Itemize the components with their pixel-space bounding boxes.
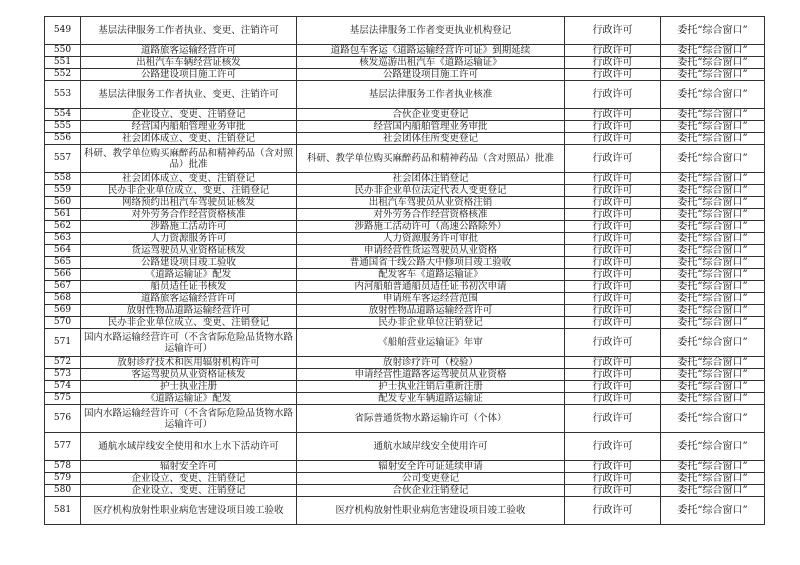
item-category: 行政许可	[565, 393, 661, 405]
table-row	[45, 357, 765, 369]
item-category: 行政许可	[565, 317, 661, 329]
document-page	[44, 16, 764, 525]
item-name: 客运驾驶员从业资格证核发	[81, 369, 297, 381]
item-name: 道路旅客运输经营许可	[81, 45, 297, 57]
handling-method: 委托“综合窗口”	[661, 461, 765, 473]
item-name: 《道路运输证》配发	[81, 393, 297, 405]
item-name: 社会团体成立、变更、注销登记	[81, 133, 297, 145]
handling-method: 委托“综合窗口”	[661, 497, 765, 525]
row-number: 573	[45, 369, 81, 381]
handling-method: 委托“综合窗口”	[661, 57, 765, 69]
row-number: 575	[45, 393, 81, 405]
item-name: 网络预约出租汽车驾驶员证核发	[81, 197, 297, 209]
handling-method: 委托“综合窗口”	[661, 245, 765, 257]
handling-method: 委托“综合窗口”	[661, 17, 765, 45]
permit-items-table	[44, 16, 765, 525]
handling-method: 委托“综合窗口”	[661, 473, 765, 485]
row-number: 554	[45, 109, 81, 121]
item-name: 辐射安全许可	[81, 461, 297, 473]
row-number: 552	[45, 69, 81, 81]
sub-item-name: 公路建设项目施工许可	[297, 69, 565, 81]
sub-item-name: 内河船舶普通船员适任证书初次申请	[297, 281, 565, 293]
sub-item-name: 基层法律服务工作者执业核准	[297, 81, 565, 109]
item-category: 行政许可	[565, 245, 661, 257]
handling-method: 委托“综合窗口”	[661, 209, 765, 221]
table-row	[45, 17, 765, 45]
row-number: 561	[45, 209, 81, 221]
row-number: 559	[45, 185, 81, 197]
item-category: 行政许可	[565, 357, 661, 369]
item-name: 对外劳务合作经营资格核准	[81, 209, 297, 221]
row-number: 568	[45, 293, 81, 305]
item-category: 行政许可	[565, 485, 661, 497]
sub-item-name: 配发专业车辆道路运输证	[297, 393, 565, 405]
sub-item-name: 人力资源服务许可审批	[297, 233, 565, 245]
sub-item-name: 社会团体注销登记	[297, 173, 565, 185]
handling-method: 委托“综合窗口”	[661, 381, 765, 393]
sub-item-name: 配发客车《道路运输证》	[297, 269, 565, 281]
sub-item-name: 核发巡游出租汽车《道路运输证》	[297, 57, 565, 69]
row-number: 576	[45, 405, 81, 433]
table-row	[45, 69, 765, 81]
table-row	[45, 393, 765, 405]
table-row	[45, 121, 765, 133]
row-number: 569	[45, 305, 81, 317]
item-category: 行政许可	[565, 17, 661, 45]
handling-method: 委托“综合窗口”	[661, 405, 765, 433]
item-category: 行政许可	[565, 173, 661, 185]
row-number: 562	[45, 221, 81, 233]
sub-item-name: 普通国省干线公路大中修项目竣工验收	[297, 257, 565, 269]
sub-item-name: 基层法律服务工作者变更执业机构登记	[297, 17, 565, 45]
handling-method: 委托“综合窗口”	[661, 293, 765, 305]
item-name: 民办非企业单位成立、变更、注销登记	[81, 185, 297, 197]
row-number: 564	[45, 245, 81, 257]
sub-item-name: 申请经营性道路客运驾驶员从业资格	[297, 369, 565, 381]
handling-method: 委托“综合窗口”	[661, 281, 765, 293]
item-name: 企业设立、变更、注销登记	[81, 485, 297, 497]
table-row	[45, 305, 765, 317]
sub-item-name: 放射诊疗许可（校验）	[297, 357, 565, 369]
table-row	[45, 257, 765, 269]
handling-method: 委托“综合窗口”	[661, 69, 765, 81]
handling-method: 委托“综合窗口”	[661, 485, 765, 497]
item-category: 行政许可	[565, 369, 661, 381]
table-row	[45, 293, 765, 305]
item-category: 行政许可	[565, 185, 661, 197]
item-name: 国内水路运输经营许可（不含省际危险品货物水路运输许可）	[81, 405, 297, 433]
handling-method: 委托“综合窗口”	[661, 433, 765, 461]
item-name: 基层法律服务工作者执业、变更、注销许可	[81, 17, 297, 45]
handling-method: 委托“综合窗口”	[661, 173, 765, 185]
item-category: 行政许可	[565, 45, 661, 57]
table-row	[45, 109, 765, 121]
item-name: 公路建设项目施工许可	[81, 69, 297, 81]
handling-method: 委托“综合窗口”	[661, 109, 765, 121]
item-name: 企业设立、变更、注销登记	[81, 109, 297, 121]
sub-item-name: 省际普通货物水路运输许可（个体）	[297, 405, 565, 433]
handling-method: 委托“综合窗口”	[661, 233, 765, 245]
table-row	[45, 45, 765, 57]
item-category: 行政许可	[565, 405, 661, 433]
sub-item-name: 对外劳务合作经营资格核准	[297, 209, 565, 221]
table-row	[45, 133, 765, 145]
sub-item-name: 社会团体住所变更登记	[297, 133, 565, 145]
table-row	[45, 485, 765, 497]
row-number: 579	[45, 473, 81, 485]
item-category: 行政许可	[565, 221, 661, 233]
item-category: 行政许可	[565, 473, 661, 485]
sub-item-name: 民办非企业单位注销登记	[297, 317, 565, 329]
handling-method: 委托“综合窗口”	[661, 197, 765, 209]
row-number: 551	[45, 57, 81, 69]
table-row	[45, 405, 765, 433]
row-number: 549	[45, 17, 81, 45]
table-row	[45, 245, 765, 257]
item-name: 医疗机构放射性职业病危害建设项目竣工验收	[81, 497, 297, 525]
row-number: 563	[45, 233, 81, 245]
sub-item-name: 合伙企业变更登记	[297, 109, 565, 121]
table-row	[45, 473, 765, 485]
item-category: 行政许可	[565, 381, 661, 393]
handling-method: 委托“综合窗口”	[661, 145, 765, 173]
table-row	[45, 185, 765, 197]
row-number: 553	[45, 81, 81, 109]
item-category: 行政许可	[565, 461, 661, 473]
table-body	[45, 17, 765, 525]
table-row	[45, 381, 765, 393]
item-name: 出租汽车车辆经营证核发	[81, 57, 297, 69]
row-number: 555	[45, 121, 81, 133]
handling-method: 委托“综合窗口”	[661, 185, 765, 197]
sub-item-name: 申请经营性货运驾驶员从业资格	[297, 245, 565, 257]
sub-item-name: 合伙企业注销登记	[297, 485, 565, 497]
row-number: 572	[45, 357, 81, 369]
row-number: 570	[45, 317, 81, 329]
row-number: 565	[45, 257, 81, 269]
item-category: 行政许可	[565, 281, 661, 293]
item-name: 《道路运输证》配发	[81, 269, 297, 281]
sub-item-name: 放射性物品道路运输经营许可	[297, 305, 565, 317]
table-row	[45, 461, 765, 473]
item-name: 放射性物品道路运输经营许可	[81, 305, 297, 317]
table-row	[45, 329, 765, 357]
sub-item-name: 护士执业注销后重新注册	[297, 381, 565, 393]
item-name: 经营国内船舶管理业务审批	[81, 121, 297, 133]
handling-method: 委托“综合窗口”	[661, 121, 765, 133]
sub-item-name: 医疗机构放射性职业病危害建设项目竣工验收	[297, 497, 565, 525]
row-number: 550	[45, 45, 81, 57]
sub-item-name: 《船舶营业运输证》年审	[297, 329, 565, 357]
item-category: 行政许可	[565, 433, 661, 461]
sub-item-name: 申请班车客运经营范围	[297, 293, 565, 305]
item-name: 社会团体成立、变更、注销登记	[81, 173, 297, 185]
item-name: 涉路施工活动许可	[81, 221, 297, 233]
table-row	[45, 221, 765, 233]
item-category: 行政许可	[565, 69, 661, 81]
item-name: 国内水路运输经营许可（不含省际危险品货物水路运输许可）	[81, 329, 297, 357]
item-name: 船员适任证书核发	[81, 281, 297, 293]
item-name: 货运驾驶员从业资格证核发	[81, 245, 297, 257]
item-category: 行政许可	[565, 121, 661, 133]
item-category: 行政许可	[565, 209, 661, 221]
item-category: 行政许可	[565, 257, 661, 269]
table-row	[45, 197, 765, 209]
table-row	[45, 317, 765, 329]
handling-method: 委托“综合窗口”	[661, 45, 765, 57]
item-name: 科研、教学单位购买麻醉药品和精神药品（含对照品）批准	[81, 145, 297, 173]
table-row	[45, 233, 765, 245]
handling-method: 委托“综合窗口”	[661, 329, 765, 357]
item-name: 道路旅客运输经营许可	[81, 293, 297, 305]
sub-item-name: 科研、教学单位购买麻醉药品和精神药品（含对照品）批准	[297, 145, 565, 173]
item-category: 行政许可	[565, 329, 661, 357]
row-number: 567	[45, 281, 81, 293]
handling-method: 委托“综合窗口”	[661, 305, 765, 317]
table-row	[45, 173, 765, 185]
row-number: 557	[45, 145, 81, 173]
item-category: 行政许可	[565, 233, 661, 245]
handling-method: 委托“综合窗口”	[661, 393, 765, 405]
table-row	[45, 433, 765, 461]
item-category: 行政许可	[565, 497, 661, 525]
sub-item-name: 辐射安全许可证延续申请	[297, 461, 565, 473]
handling-method: 委托“综合窗口”	[661, 257, 765, 269]
row-number: 556	[45, 133, 81, 145]
row-number: 577	[45, 433, 81, 461]
item-name: 通航水域岸线安全使用和水上水下活动许可	[81, 433, 297, 461]
item-name: 人力资源服务许可	[81, 233, 297, 245]
item-name: 企业设立、变更、注销登记	[81, 473, 297, 485]
handling-method: 委托“综合窗口”	[661, 81, 765, 109]
table-row	[45, 497, 765, 525]
handling-method: 委托“综合窗口”	[661, 357, 765, 369]
item-category: 行政许可	[565, 133, 661, 145]
sub-item-name: 民办非企业单位法定代表人变更登记	[297, 185, 565, 197]
item-category: 行政许可	[565, 145, 661, 173]
handling-method: 委托“综合窗口”	[661, 133, 765, 145]
item-name: 护士执业注册	[81, 381, 297, 393]
row-number: 580	[45, 485, 81, 497]
table-row	[45, 81, 765, 109]
table-row	[45, 269, 765, 281]
row-number: 560	[45, 197, 81, 209]
sub-item-name: 经营国内船舶管理业务审批	[297, 121, 565, 133]
handling-method: 委托“综合窗口”	[661, 317, 765, 329]
table-row	[45, 57, 765, 69]
table-row	[45, 369, 765, 381]
item-category: 行政许可	[565, 269, 661, 281]
item-category: 行政许可	[565, 81, 661, 109]
row-number: 571	[45, 329, 81, 357]
item-category: 行政许可	[565, 293, 661, 305]
item-name: 放射诊疗技术和医用辐射机构许可	[81, 357, 297, 369]
item-category: 行政许可	[565, 109, 661, 121]
sub-item-name: 出租汽车驾驶员从业资格注销	[297, 197, 565, 209]
sub-item-name: 道路包车客运《道路运输经营许可证》到期延续	[297, 45, 565, 57]
item-category: 行政许可	[565, 197, 661, 209]
item-name: 公路建设项目竣工验收	[81, 257, 297, 269]
item-name: 基层法律服务工作者执业、变更、注销许可	[81, 81, 297, 109]
table-row	[45, 145, 765, 173]
table-row	[45, 281, 765, 293]
row-number: 581	[45, 497, 81, 525]
item-name: 民办非企业单位成立、变更、注销登记	[81, 317, 297, 329]
sub-item-name: 通航水域岸线安全使用许可	[297, 433, 565, 461]
row-number: 566	[45, 269, 81, 281]
row-number: 578	[45, 461, 81, 473]
row-number: 558	[45, 173, 81, 185]
row-number: 574	[45, 381, 81, 393]
sub-item-name: 公司变更登记	[297, 473, 565, 485]
sub-item-name: 涉路施工活动许可（高速公路除外）	[297, 221, 565, 233]
handling-method: 委托“综合窗口”	[661, 221, 765, 233]
item-category: 行政许可	[565, 305, 661, 317]
table-row	[45, 209, 765, 221]
handling-method: 委托“综合窗口”	[661, 269, 765, 281]
handling-method: 委托“综合窗口”	[661, 369, 765, 381]
item-category: 行政许可	[565, 57, 661, 69]
